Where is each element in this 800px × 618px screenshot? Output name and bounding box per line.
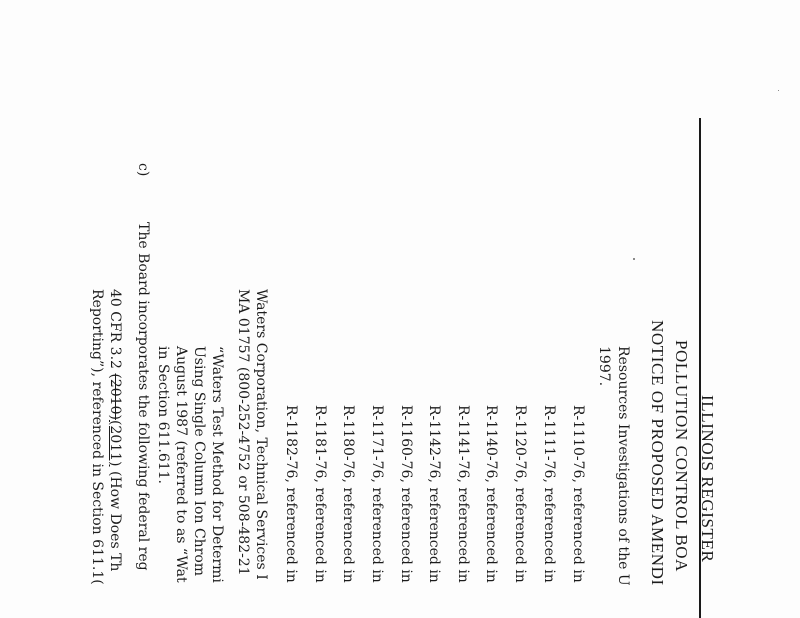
waters-address-line-1: Waters Corporation, Technical Services I (253, 289, 269, 580)
reference-r1171: R-1171-76, referenced in (369, 405, 385, 583)
waters-address-line-2: MA 01757 (800-252-4752 or 508-482-21 (235, 289, 251, 576)
reference-r1180: R-1180-76, referenced in (340, 405, 356, 583)
reference-r1182: R-1182-76, referenced in (283, 405, 299, 583)
reference-r1142: R-1142-76, referenced in (426, 405, 442, 583)
cfr-deleted-year: (2010) (107, 373, 123, 420)
waters-quote-line-2: Using Single Column Ion Chrom (191, 346, 207, 577)
section-c-line-1: The Board incorporates the following federal reg (135, 222, 151, 571)
intro-line-1: Resources Investigations of the U (615, 346, 631, 586)
intro-line-2: 1997. (596, 346, 612, 387)
cfr-suffix: (How Does Th (107, 466, 123, 572)
board-title: POLLUTION CONTROL BOA (672, 340, 691, 573)
section-c-line-3: Reporting”), referenced in Section 611.1( (89, 289, 105, 585)
section-c-marker: c) (135, 163, 151, 177)
register-title: ILLINOIS REGISTER (698, 395, 717, 563)
reference-r1111: R-1111-76, referenced in (541, 405, 557, 583)
reference-r1141: R-1141-76, referenced in (455, 405, 471, 583)
reference-r1160: R-1160-76, referenced in (398, 405, 414, 583)
cfr-prefix: 40 CFR 3.2 (107, 289, 123, 374)
waters-quote-line-1: “Waters Test Method for Determi (209, 346, 225, 583)
waters-quote-line-4: in Section 611.611. (155, 346, 171, 485)
reference-r1120: R-1120-76, referenced in (512, 405, 528, 583)
cfr-added-year: (2011) (107, 419, 123, 467)
reference-r1110: R-1110-76, referenced in (570, 405, 586, 583)
section-c-cfr-line (108, 289, 122, 571)
waters-quote-line-3: August 1987 (referred to as “Wat (173, 346, 189, 583)
reference-r1181: R-1181-76, referenced in (312, 405, 328, 583)
notice-title: NOTICE OF PROPOSED AMENDI (648, 320, 667, 586)
reference-r1140: R-1140-76, referenced in (483, 405, 499, 583)
scan-speck (778, 90, 779, 91)
scan-speck (633, 258, 635, 260)
